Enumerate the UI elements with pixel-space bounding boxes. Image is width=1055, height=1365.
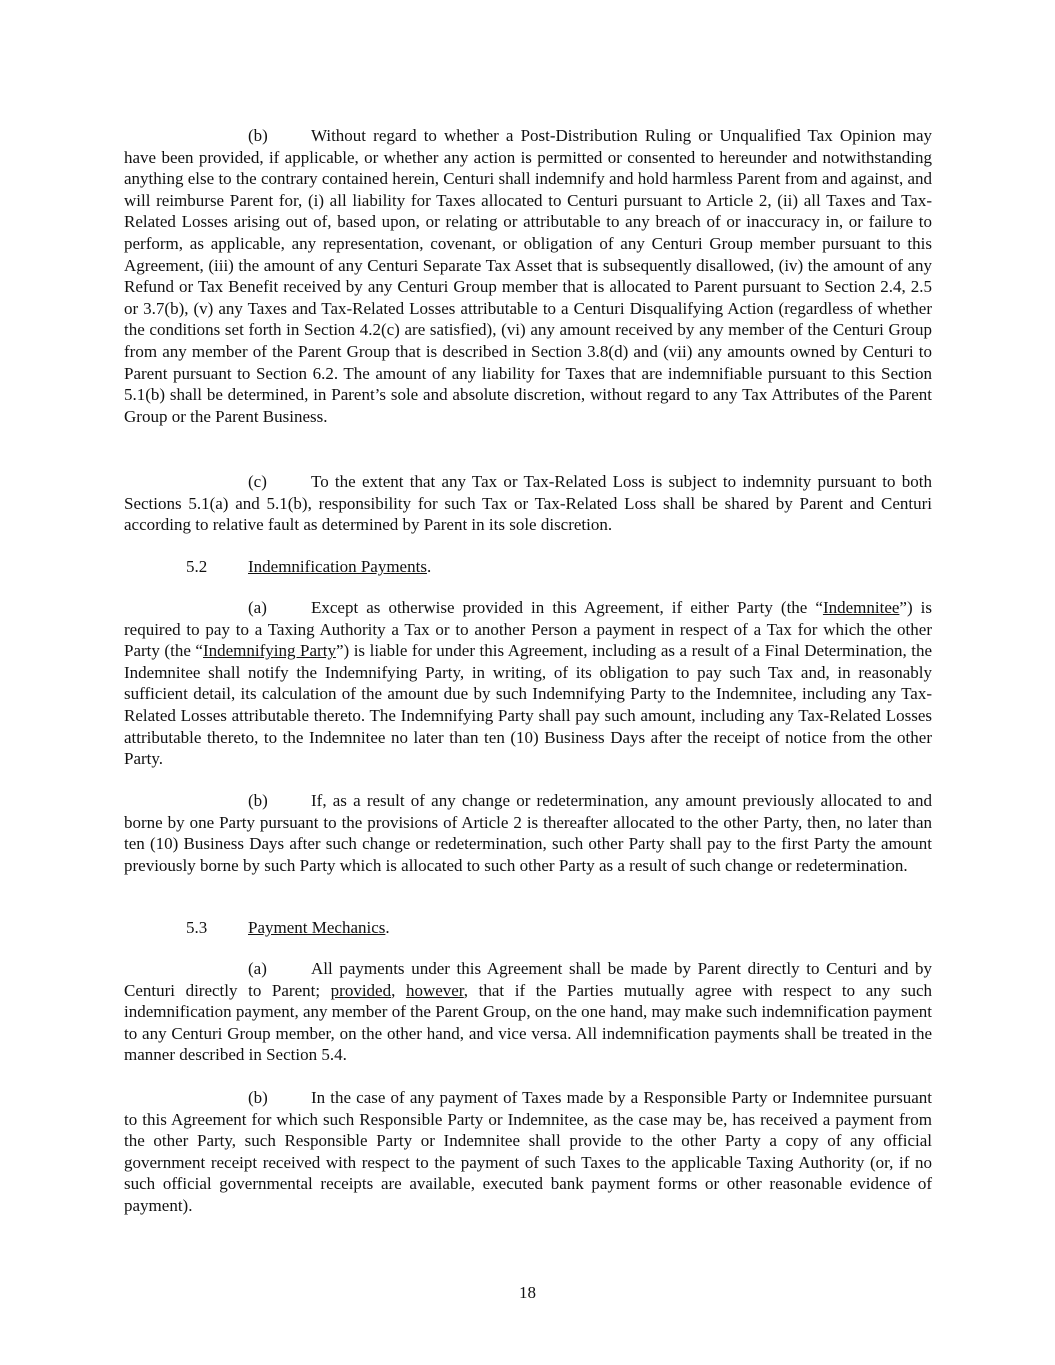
clause-text: If, as a result of any change or redetermination, any amount previously allocated to and borne by one Party pursuant to the provisions of Article 2 is thereafter allocated to the other Party, then, no later than ten (10) Business Days after such change or redetermination, such other Party shall pay to the first Party the amount previously borne by such Party which is allocated to such other Party as a result of such change or redetermination. — [124, 791, 932, 875]
clause-text-part-3: ”) is liable for under this Agreement, including as a result of a Final Determination, the Indemnitee shall notify the Indemnifying Party, in writing, of its obligation to pay such Tax and, in reasonably sufficient detail, its calculation of the amount due by such Indemnifying Party to the Indemnitee, including any Tax-Related Losses attributable thereto. The Indemnifying Party shall pay such amount, including any Tax-Related Losses attributable thereto, to the Indemnitee no later than ten (10) Business Days after the receipt of notice from the other Party. — [124, 641, 933, 769]
page-number: 18 — [519, 1283, 536, 1302]
clause-text-part-1: All payments under this Agreement shall be made by Parent directly to Centuri and by Centuri directly to Parent; — [124, 959, 932, 1000]
section-heading-5-3 — [186, 917, 390, 939]
defined-term-indemnitee: Indemnitee — [822, 598, 900, 617]
paragraph-5-3-b — [124, 1087, 932, 1217]
paragraph-5-2-b — [124, 790, 932, 876]
clause-text-part-1: Except as otherwise provided in this Agreement, if either Party (the “ — [311, 598, 823, 617]
section-number: 5.3 — [186, 918, 208, 937]
paragraph-5-1-b — [124, 125, 932, 427]
defined-term-provided: provided — [330, 980, 392, 1000]
section-heading-5-2 — [186, 556, 431, 578]
clause-label: (c) — [248, 472, 267, 491]
section-title: Payment Mechanics — [248, 918, 386, 937]
defined-term-indemnifying-party: Indemnifying Party — [202, 641, 336, 661]
paragraph-5-2-a — [124, 597, 932, 770]
clause-label: (a) — [248, 959, 267, 978]
clause-label: (a) — [248, 598, 267, 617]
clause-text-part-2: ”) is required to pay to a Taxing Authority a Tax or to another Person a payment in respect of a Tax for which the other Party (the “ — [124, 598, 932, 661]
clause-label: (b) — [248, 1088, 268, 1107]
clause-text: In the case of any payment of Taxes made by a Responsible Party or Indemnitee pursuant to this Agreement for which such Responsible Party or Indemnitee, as the case may be, has received a payment from the other Party, such Responsible Party or Indemnitee shall provide to the other Party a copy of any official government receipt received with respect to the payment of such Taxes to the applicable Taxing Authority (or, if no such official governmental receipts are available, executed bank payment forms or other reasonable evidence of payment). — [124, 1088, 932, 1215]
section-number: 5.2 — [186, 557, 208, 576]
section-title-suffix: . — [385, 918, 390, 937]
section-title: Indemnification Payments — [248, 557, 427, 576]
paragraph-5-3-a — [124, 958, 932, 1066]
clause-label: (b) — [248, 791, 268, 810]
defined-term-however: however — [405, 980, 464, 1000]
clause-label: (b) — [248, 126, 268, 145]
clause-text: Without regard to whether a Post-Distribution Ruling or Unqualified Tax Opinion may have been provided, if applicable, or whether any action is permitted or consented to hereunder and notwithstanding anything else to the contrary contained herein, Centuri shall indemnify and hold harmless Parent from and against, and will reimburse Parent for, (i) all liability for Taxes allocated to Centuri pursuant to Article 2, (ii) all Taxes and Tax-Related Losses arising out of, based upon, or relating or attributable to any breach of or inaccuracy in, or failure to perform, as applicable, any representation, covenant, or obligation of any Centuri Group member pursuant to this Agreement, (iii) the amount of any Centuri Separate Tax Asset that is subsequently disallowed, (iv) the amount of any Refund or Tax Benefit received by any Centuri Group member that is allocated to Parent pursuant to Section 2.4, 2.5 or 3.7(b), (v) any Taxes and Tax-Related Losses attributable to a Centuri Disqualifying Action (regardless of whether the conditions set forth in Section 4.2(c) are satisfied), (vi) any amount received by any member of the Centuri Group from any member of the Parent Group that is described in Section 3.8(d) and (vii) any amounts owned by Centuri to Parent pursuant to Section 6.2. The amount of any liability for Taxes that are indemnifiable pursuant to this Section 5.1(b) shall be determined, in Parent’s sole and absolute discretion, without regard to any Tax Attributes of the Parent Group or the Parent Business. — [124, 126, 932, 426]
clause-separator: , — [391, 980, 406, 1000]
section-title-suffix: . — [426, 557, 432, 576]
clause-text-part-2: , that if the Parties mutually agree with respect to any such indemnification payment, any member of the Parent Group, on the one hand, may make such indemnification payment to any Centuri Group member, on the other hand, and vice versa. All indemnification payments shall be treated in the manner described in Section 5.4. — [124, 980, 932, 1065]
paragraph-5-1-c — [124, 471, 932, 536]
clause-text: To the extent that any Tax or Tax-Related Loss is subject to indemnity pursuant to both Sections 5.1(a) and 5.1(b), responsibility for such Tax or Tax-Related Loss shall be shared by Parent and Centuri according to relative fault as determined by Parent in its sole discretion. — [124, 472, 932, 535]
